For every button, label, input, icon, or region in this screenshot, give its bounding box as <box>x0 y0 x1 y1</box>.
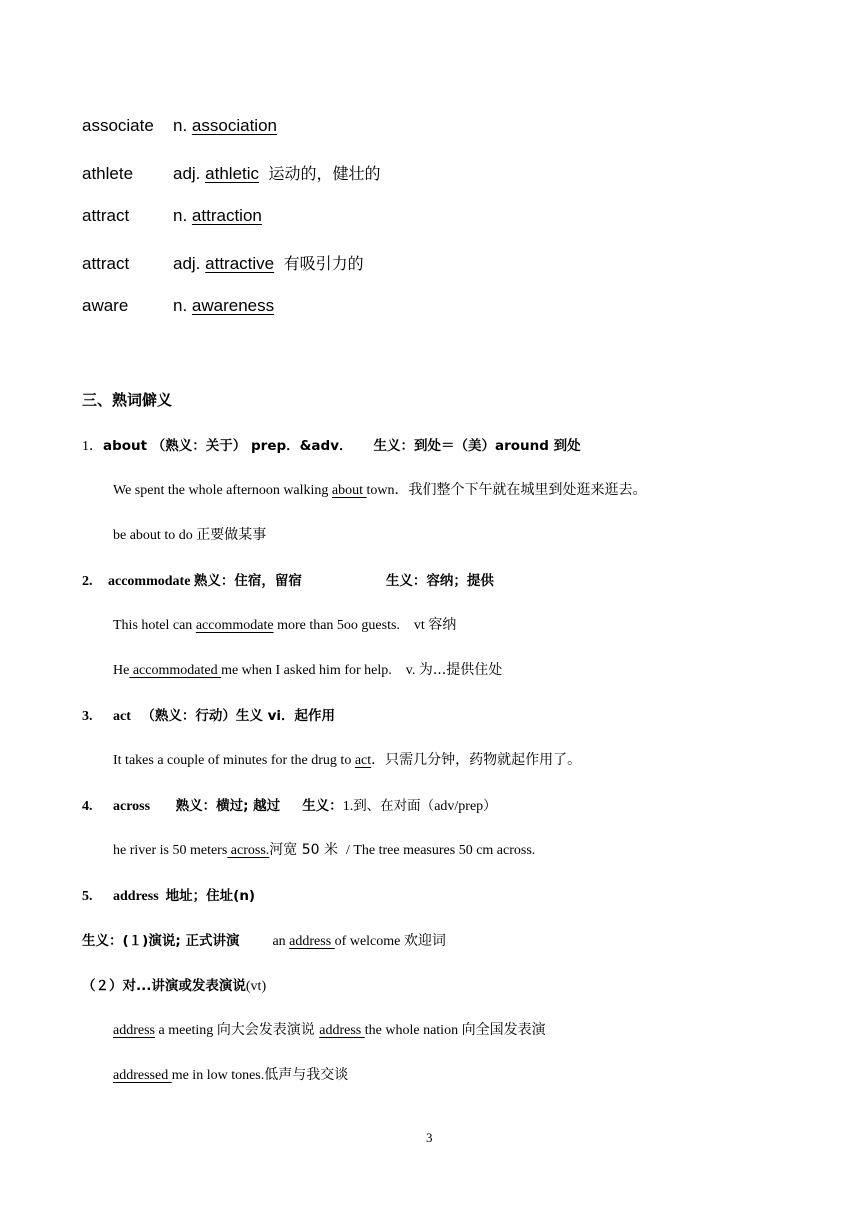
vocab-row <box>82 161 381 184</box>
item-head: 熟义：住宿，留宿 <box>193 573 302 589</box>
example-keyword: about <box>331 483 367 498</box>
vocab-row <box>82 116 277 136</box>
item-rare-paren: ） <box>483 798 497 814</box>
vocab-derived: athletic <box>205 164 260 183</box>
example-sentence <box>113 1064 348 1084</box>
example-text: an <box>272 934 290 949</box>
example-text: of welcome <box>334 934 404 949</box>
vocab-pos: n. <box>173 206 188 225</box>
example-text: me when I asked him for help. v. <box>221 663 419 678</box>
example-translation: 向全国发表演 <box>461 1022 546 1038</box>
example-keyword: across. <box>227 843 270 858</box>
vocab-row <box>82 296 274 316</box>
item-head: about （熟义：关于） prep．&adv． <box>103 438 353 454</box>
example-translation: 河宽 50 米 <box>269 842 343 858</box>
vocab-row <box>82 206 262 226</box>
example-translation: 我们整个下午就在城里到处逛来逛去。 <box>408 482 647 498</box>
item-number: 4. <box>82 799 93 814</box>
item-rare-meaning: 生义：到处＝（美）around 到处 <box>373 438 581 454</box>
example-sentence <box>113 614 456 634</box>
vocab-meaning: 有吸引力的 <box>283 254 364 273</box>
item-across-heading <box>82 794 497 815</box>
item-head: 地址；住址(n) <box>165 888 256 904</box>
example-translation: 向大会发表演说 <box>216 1022 320 1038</box>
example-translation: 容纳 <box>428 617 457 633</box>
example-text: more than 5oo guests. vt <box>273 618 429 633</box>
item-about-heading <box>82 434 581 455</box>
example-text: town． <box>366 483 409 498</box>
item-number: 2. <box>82 574 93 589</box>
vocab-meaning: 运动的，健壮的 <box>268 164 381 183</box>
example-text: ． <box>371 753 386 768</box>
example-sentence <box>113 659 502 679</box>
example-sentence <box>113 524 266 544</box>
item-act-heading <box>82 704 335 725</box>
vocab-word: associate <box>82 116 154 135</box>
example-translation: 低声与我交谈 <box>264 1067 349 1083</box>
example-text: a meeting <box>155 1023 217 1038</box>
vocab-pos: n. <box>173 116 188 135</box>
sense-pos: (vt) <box>245 979 267 994</box>
example-text: We spent the whole afternoon walking <box>113 483 332 498</box>
example-keyword: address <box>289 934 335 949</box>
vocab-derived: awareness <box>191 296 275 315</box>
example-keyword: address <box>113 1023 155 1038</box>
vocab-derived: attraction <box>191 206 262 225</box>
page-number: 3 <box>426 1130 433 1145</box>
vocab-word: aware <box>82 296 129 315</box>
vocab-word: attract <box>82 254 130 273</box>
vocab-derived: attractive <box>205 254 275 273</box>
item-address-heading <box>82 884 255 905</box>
example-text: me in low tones. <box>171 1068 265 1083</box>
vocab-word: attract <box>82 206 130 225</box>
item-number: 5. <box>82 889 93 904</box>
example-keyword: addressed <box>113 1068 172 1083</box>
section-title: 三、熟词僻义 <box>82 391 173 409</box>
example-sentence <box>113 749 581 769</box>
sense-1 <box>82 929 446 950</box>
vocab-word: athlete <box>82 164 134 183</box>
item-rare-number: 1. <box>342 799 354 814</box>
vocab-pos: adj. <box>173 254 201 273</box>
example-text: he river is 50 meters <box>113 843 228 858</box>
example-text: the whole nation <box>364 1023 462 1038</box>
example-sentence <box>113 1019 546 1039</box>
item-rare-label: 生义： <box>302 798 343 814</box>
vocab-pos: n. <box>173 296 188 315</box>
example-text: / The tree measures 50 cm across. <box>342 843 536 858</box>
example-text: This hotel can <box>113 618 196 633</box>
item-head-word: address <box>113 889 163 904</box>
example-text: It takes a couple of minutes for the drug to <box>113 753 355 768</box>
example-keyword: act <box>354 753 372 768</box>
item-rare-meaning: 到、在对面（ <box>353 798 435 814</box>
sense-label: （２）对...讲演或发表演说 <box>82 978 246 994</box>
vocab-pos: adj. <box>173 164 201 183</box>
vocab-derived: association <box>191 116 277 135</box>
example-sentence <box>113 479 647 499</box>
example-translation: 欢迎词 <box>403 933 446 949</box>
example-translation: 为...提供住处 <box>418 662 503 678</box>
example-text: be about to do <box>113 528 197 543</box>
item-rare-meaning: 生义：容纳；提供 <box>385 573 494 589</box>
item-rare-pos: adv/prep <box>434 799 484 814</box>
vocab-row <box>82 251 364 274</box>
example-keyword: accommodated <box>129 663 222 678</box>
sense-2 <box>82 974 266 995</box>
item-head: （熟义：行动）生义 vi．起作用 <box>141 708 336 724</box>
sense-label: 生义：(１)演说; 正式讲演 <box>82 933 240 949</box>
item-head-word: act <box>113 709 135 724</box>
item-number: 3. <box>82 709 93 724</box>
item-head: 熟义：横过; 越过 <box>175 798 281 814</box>
example-text: He <box>113 663 130 678</box>
item-accommodate-heading <box>82 569 494 590</box>
item-number: 1． <box>82 439 103 454</box>
example-translation: 正要做某事 <box>196 527 267 543</box>
example-sentence <box>113 839 535 859</box>
item-head-word: across <box>113 799 154 814</box>
example-keyword: accommodate <box>195 618 274 633</box>
example-translation: 只需几分钟，药物就起作用了。 <box>385 752 582 768</box>
item-head-word: accommodate <box>108 574 194 589</box>
example-keyword: address <box>319 1023 365 1038</box>
